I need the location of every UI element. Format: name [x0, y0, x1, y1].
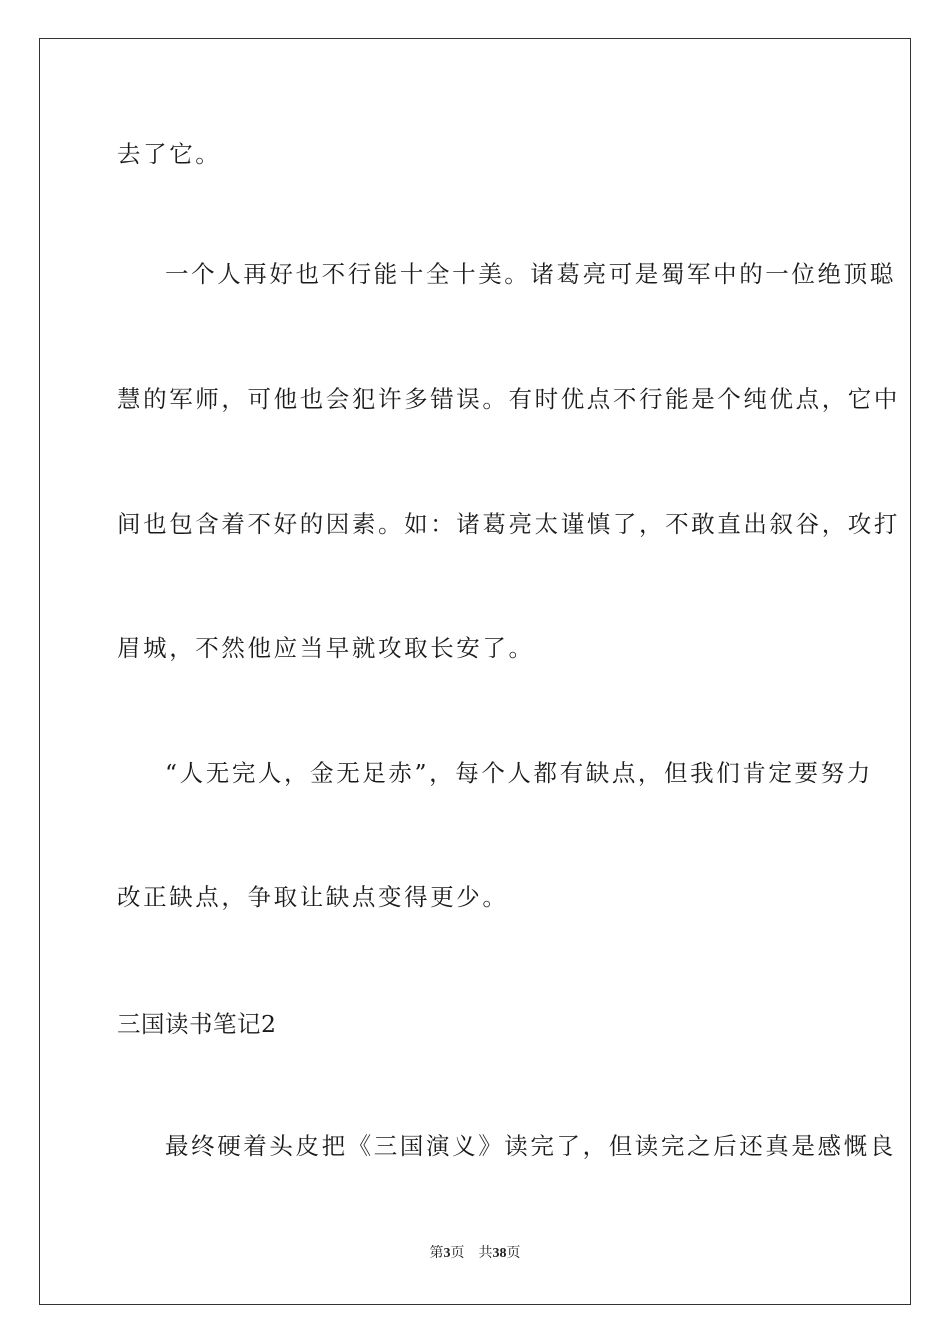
- paragraph-2-line-2: 慧的军师，可他也会犯许多错误。有时优点不行能是个纯优点，它中: [117, 385, 900, 413]
- page-prefix: 第: [429, 1246, 444, 1261]
- text-line-1: 去了它。: [117, 140, 222, 168]
- page-number: 3: [443, 1246, 451, 1261]
- total-suffix: 页: [506, 1246, 521, 1261]
- paragraph-3-line-1: “人无完人，金无足赤”，每个人都有缺点，但我们肯定要努力: [165, 759, 873, 787]
- paragraph-4-line-1: 最终硬着头皮把《三国演义》读完了，但读完之后还真是感慨良: [165, 1132, 896, 1160]
- paragraph-3-line-2: 改正缺点，争取让缺点变得更少。: [117, 883, 509, 911]
- paragraph-2-line-3: 间也包含着不好的因素。如：诸葛亮太谨慎了，不敢直出叙谷，攻打: [117, 510, 900, 538]
- page-border: [39, 38, 911, 1305]
- page-suffix: 页: [450, 1246, 465, 1261]
- paragraph-2-line-4: 眉城，不然他应当早就攻取长安了。: [117, 634, 535, 662]
- total-prefix: 共: [478, 1246, 493, 1261]
- section-heading: 三国读书笔记2: [117, 1010, 277, 1038]
- page-footer: [0, 1244, 950, 1264]
- total-pages: 38: [492, 1246, 507, 1261]
- paragraph-2-line-1: 一个人再好也不行能十全十美。诸葛亮可是蜀军中的一位绝顶聪: [165, 260, 896, 288]
